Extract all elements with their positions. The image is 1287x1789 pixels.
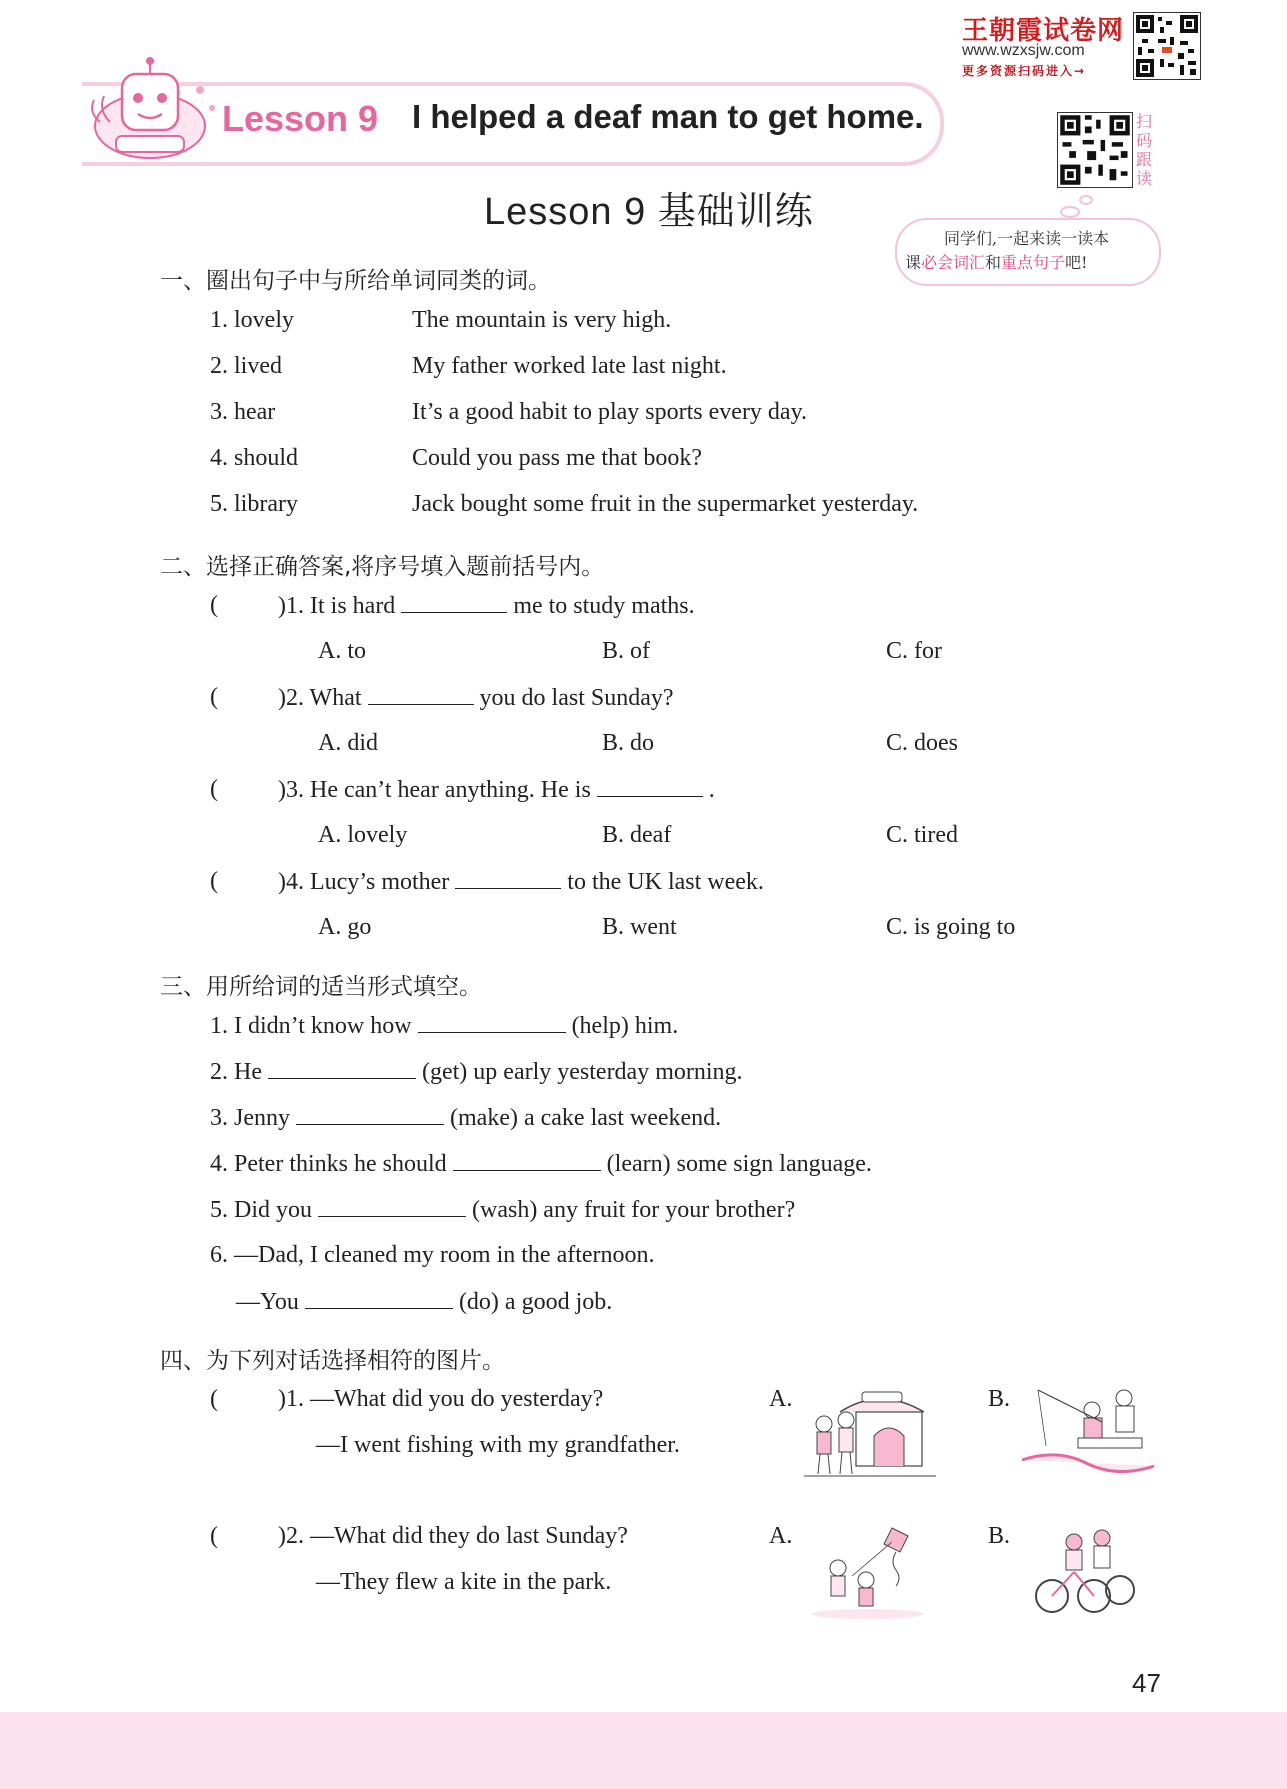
answer-bracket[interactable]: ( <box>210 868 218 894</box>
answer-blank[interactable] <box>455 868 561 889</box>
s3-item: 4. Peter thinks he should (learn) some sign language. <box>210 1151 872 1177</box>
section4-heading: 四、为下列对话选择相符的图片。 <box>160 1348 505 1374</box>
section1-heading: 一、圈出句子中与所给单词同类的词。 <box>160 268 551 294</box>
option-c[interactable]: C. does <box>886 730 958 756</box>
lesson-tag: Lesson 9 <box>222 98 379 139</box>
cinema-kids-illustration[interactable] <box>800 1386 940 1482</box>
s3-item: 5. Did you (wash) any fruit for your brother? <box>210 1197 796 1223</box>
answer-bracket[interactable]: ( <box>210 1523 218 1549</box>
option-b[interactable]: B. deaf <box>602 822 672 848</box>
page-number: 47 <box>1132 1668 1161 1698</box>
section2-heading: 二、选择正确答案,将序号填入题前括号内。 <box>160 554 605 580</box>
kite-flying-illustration[interactable] <box>808 1524 948 1620</box>
page-title: Lesson 9 基础训练 <box>484 191 814 233</box>
brand-url[interactable]: www.wzxsjw.com <box>962 42 1085 59</box>
picture-option-a-label[interactable]: A. <box>769 1523 793 1549</box>
s2-question: )4. Lucy’s mother to the UK last week. <box>278 869 764 895</box>
s1-word: 2. lived <box>210 353 282 379</box>
fishing-illustration[interactable] <box>1018 1386 1158 1482</box>
s1-sentence[interactable]: Could you pass me that book? <box>412 445 702 471</box>
answer-bracket[interactable]: ( <box>210 592 218 618</box>
s2-question: )2. What you do last Sunday? <box>278 685 674 711</box>
option-c[interactable]: C. for <box>886 638 942 664</box>
s4-question: )2. —What did they do last Sunday? <box>278 1523 628 1549</box>
answer-blank[interactable] <box>318 1196 466 1217</box>
s1-word: 4. should <box>210 445 299 471</box>
picture-option-a-label[interactable]: A. <box>769 1386 793 1412</box>
s2-question: )1. It is hard me to study maths. <box>278 593 695 619</box>
s4-question: )1. —What did you do yesterday? <box>278 1386 604 1412</box>
bubble-text-line2: 课必会词汇和重点句子吧! <box>905 253 1088 272</box>
scan-to-read-label: 扫码跟读 <box>1136 112 1153 188</box>
section3-heading: 三、用所给词的适当形式填空。 <box>160 974 482 1000</box>
footer-band <box>0 1712 1287 1789</box>
option-c[interactable]: C. is going to <box>886 914 1016 940</box>
s3-item: 2. He (get) up early yesterday morning. <box>210 1059 743 1085</box>
brand-qr-code[interactable] <box>1133 12 1201 80</box>
s1-sentence[interactable]: It’s a good habit to play sports every day. <box>412 399 808 425</box>
answer-bracket[interactable]: ( <box>210 776 218 802</box>
s2-question: )3. He can’t hear anything. He is . <box>278 777 715 803</box>
s1-word: 5. library <box>210 491 298 517</box>
cycling-illustration[interactable] <box>1018 1524 1158 1620</box>
bubble-tail-icon <box>1058 192 1098 220</box>
answer-blank[interactable] <box>268 1058 416 1079</box>
picture-option-b-label[interactable]: B. <box>988 1523 1011 1549</box>
option-a[interactable]: A. to <box>318 638 366 664</box>
answer-blank[interactable] <box>401 592 507 613</box>
option-b[interactable]: B. of <box>602 638 650 664</box>
answer-blank[interactable] <box>453 1150 601 1171</box>
answer-blank[interactable] <box>296 1104 444 1125</box>
s1-sentence[interactable]: The mountain is very high. <box>412 307 672 333</box>
option-a[interactable]: A. go <box>318 914 372 940</box>
answer-blank[interactable] <box>368 684 474 705</box>
brand-more-resources: 更多资源扫码进入→ <box>962 64 1087 78</box>
lesson-title: I helped a deaf man to get home. <box>412 98 924 135</box>
s1-sentence[interactable]: My father worked late last night. <box>412 353 727 379</box>
answer-bracket[interactable]: ( <box>210 684 218 710</box>
robot-mascot-icon <box>80 56 230 166</box>
s3-item: 1. I didn’t know how (help) him. <box>210 1013 679 1039</box>
option-c[interactable]: C. tired <box>886 822 958 848</box>
s1-sentence[interactable]: Jack bought some fruit in the supermarket yesterday. <box>412 491 919 517</box>
s3-item: —You (do) a good job. <box>236 1289 613 1315</box>
answer-blank[interactable] <box>597 776 703 797</box>
bubble-text-line1: 同学们,一起来读一读本 <box>944 229 1110 248</box>
s3-item: 6. —Dad, I cleaned my room in the afternoon. <box>210 1242 655 1268</box>
s1-word: 3. hear <box>210 399 276 425</box>
option-a[interactable]: A. did <box>318 730 378 756</box>
lesson-qr-code[interactable] <box>1057 112 1133 188</box>
option-b[interactable]: B. went <box>602 914 677 940</box>
brand-name: 王朝霞试卷网 <box>962 16 1125 46</box>
s3-item: 3. Jenny (make) a cake last weekend. <box>210 1105 722 1131</box>
answer-bracket[interactable]: ( <box>210 1386 218 1412</box>
s1-word: 1. lovely <box>210 307 294 333</box>
s4-answer: —They flew a kite in the park. <box>316 1569 612 1595</box>
picture-option-b-label[interactable]: B. <box>988 1386 1011 1412</box>
s4-answer: —I went fishing with my grandfather. <box>316 1432 680 1458</box>
answer-blank[interactable] <box>418 1012 566 1033</box>
option-b[interactable]: B. do <box>602 730 655 756</box>
option-a[interactable]: A. lovely <box>318 822 408 848</box>
answer-blank[interactable] <box>305 1288 453 1309</box>
